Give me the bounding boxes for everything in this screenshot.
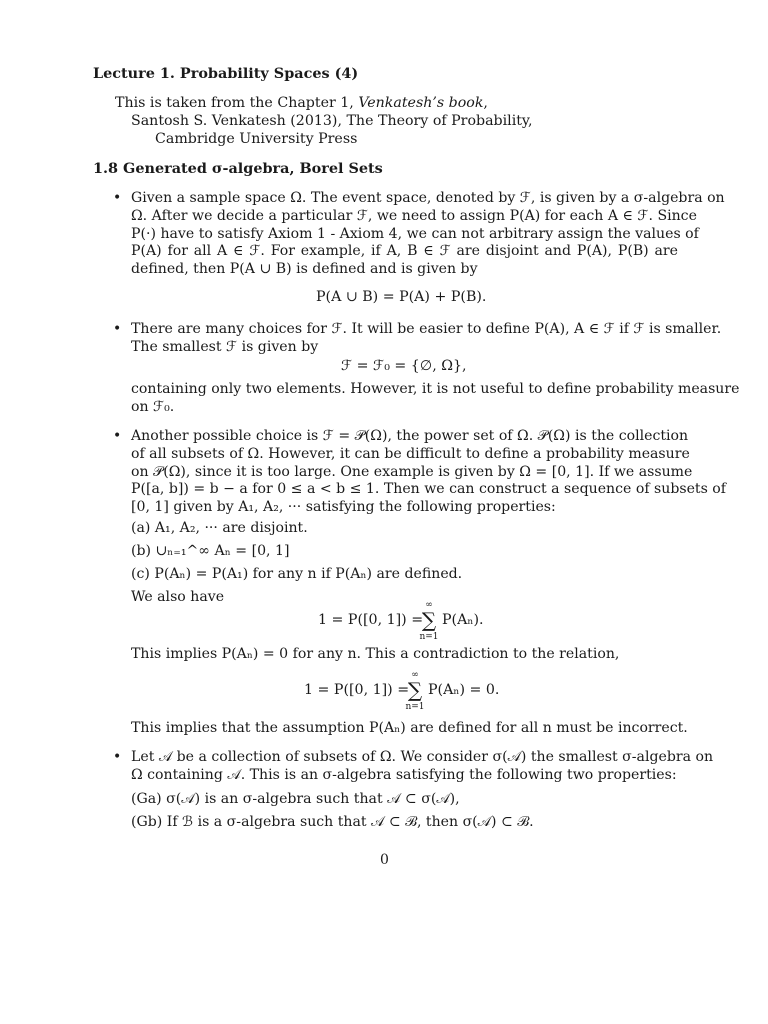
implies-line-1: This implies P(Aₙ) = 0 for any n. This a contradiction to the relation, [131, 646, 620, 662]
bullet-point: • [113, 190, 122, 206]
section-title: 1.8 Generated σ-algebra, Borel Sets [93, 160, 383, 177]
text-line: There are many choices for ℱ. It will be easier to define P(A), A ∈ ℱ if ℱ is smaller. [131, 321, 722, 337]
bullet-point: • [113, 749, 122, 765]
sum-upper-limit: ∞ [425, 600, 433, 610]
implies-line-2: This implies that the assumption P(Aₙ) are defined for all n must be incorrect. [131, 720, 688, 736]
bullet-point: • [113, 428, 122, 444]
equation-2-right: P(Aₙ) = 0. [428, 682, 500, 698]
bullet-4-paragraph [131, 749, 714, 785]
sum-upper-limit: ∞ [411, 670, 419, 680]
property-a: (a) A₁, A₂, ··· are disjoint. [131, 520, 308, 536]
source-line-1 [115, 95, 488, 111]
text-line: Let 𝒜 be a collection of subsets of Ω. We consider σ(𝒜) the smallest σ-algebra on [131, 749, 714, 765]
source-comma: , [483, 95, 488, 111]
text-line: [0, 1] given by A₁, A₂, ··· satisfying the following properties: [131, 499, 556, 516]
bullet-2-paragraph [131, 321, 722, 357]
text-line: Ω containing 𝒜. This is an σ-algebra satisfying the following two properties: [131, 766, 677, 783]
page-number: 0 [380, 852, 389, 868]
text-line: defined, then P(A ∪ B) is defined and is given by [131, 261, 478, 278]
source-text: This is taken from the Chapter 1, [115, 95, 359, 111]
equation-1-right: P(Aₙ). [442, 612, 484, 628]
property-c: (c) P(Aₙ) = P(A₁) for any n if P(Aₙ) are defined. [131, 566, 463, 582]
property-gb: (Gb) If ℬ is a σ-algebra such that 𝒜 ⊂ ℬ, then σ(𝒜) ⊂ ℬ. [131, 814, 534, 830]
sum-icon: ∑ [407, 678, 423, 702]
source-book-title: Venkatesh’s book [358, 95, 484, 111]
bullet-point: • [113, 321, 122, 337]
source-line-3: Cambridge University Press [155, 131, 358, 147]
text-line: The smallest ℱ is given by [131, 338, 319, 355]
text-line: Given a sample space Ω. The event space, denoted by ℱ, is given by a σ-algebra on [131, 190, 725, 206]
property-b: (b) ∪ₙ₌₁^∞ Aₙ = [0, 1] [131, 543, 290, 559]
text-line: Another possible choice is ℱ = 𝒫(Ω), the power set of Ω. 𝒫(Ω) is the collection [131, 428, 689, 444]
text-line: containing only two elements. However, it is not useful to define probability measure [131, 381, 740, 397]
we-also-have: We also have [131, 589, 225, 605]
property-ga: (Ga) σ(𝒜) is an σ-algebra such that 𝒜 ⊂ σ(𝒜), [131, 791, 460, 807]
equation-2-left: 1 = P([0, 1]) = [304, 682, 410, 698]
bullet-1-paragraph [131, 190, 725, 279]
bullet-3-paragraph [131, 428, 727, 517]
equation-smallest-f: ℱ = ℱ₀ = {∅, Ω}, [341, 358, 467, 374]
text-line: of all subsets of Ω. However, it can be difficult to define a probability measure [131, 445, 690, 462]
sum-lower-limit: n=1 [405, 702, 425, 712]
text-line: P([a, b]) = b − a for 0 ≤ a < b ≤ 1. Then we can construct a sequence of subsets of [131, 481, 727, 498]
lecture-title: Lecture 1. Probability Spaces (4) [93, 65, 359, 82]
text-line: on ℱ₀. [131, 398, 175, 415]
text-line: P(·) have to satisfy Axiom 1 - Axiom 4, we can not arbitrary assign the values of [131, 225, 699, 242]
text-line: P(A) for all A ∈ ℱ. For example, if A, B ∈ ℱ are disjoint and P(A), P(B) are [131, 243, 678, 260]
source-line-2: Santosh S. Venkatesh (2013), The Theory of Probability, [131, 113, 533, 129]
equation-1-left: 1 = P([0, 1]) = [318, 612, 424, 628]
sum-icon: ∑ [421, 608, 437, 632]
text-line: Ω. After we decide a particular ℱ, we need to assign P(A) for each A ∈ ℱ. Since [131, 207, 697, 224]
sum-lower-limit: n=1 [419, 632, 439, 642]
text-line: on 𝒫(Ω), since it is too large. One example is given by Ω = [0, 1]. If we assume [131, 463, 693, 480]
equation-union: P(A ∪ B) = P(A) + P(B). [316, 289, 487, 305]
bullet-2-continuation [131, 381, 740, 417]
